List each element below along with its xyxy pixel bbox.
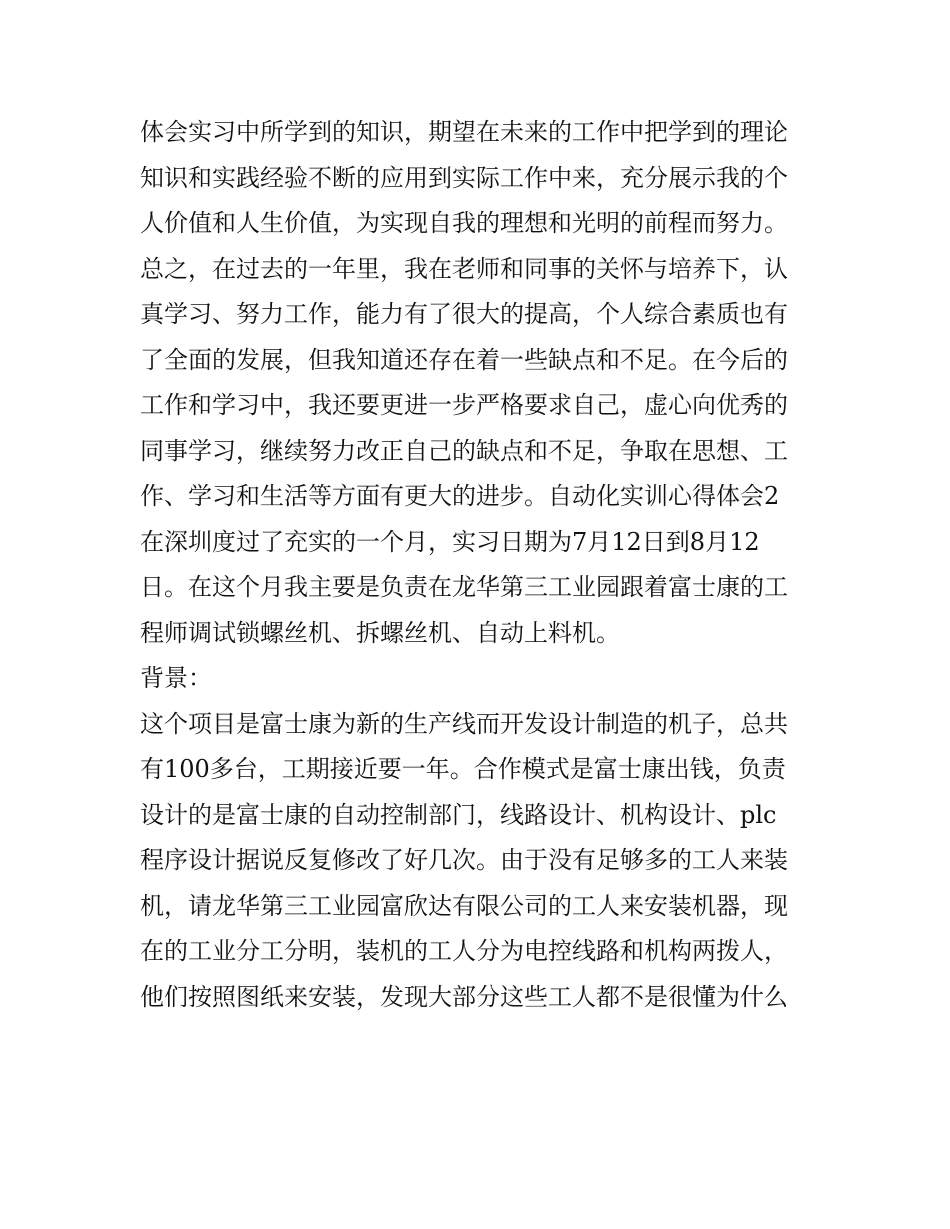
text-line: 日。在这个月我主要是负责在龙华第三工业园跟着富士康的工 xyxy=(140,573,788,601)
text-line: 程师调试锁螺丝机、拆螺丝机、自动上料机。 xyxy=(140,618,620,647)
text-line: 真学习、努力工作，能力有了很大的提高，个人综合素质也有 xyxy=(140,300,788,328)
body-text xyxy=(140,110,820,1020)
text-line: 同事学习，继续努力改正自己的缺点和不足，争取在思想、工 xyxy=(140,436,788,465)
text-line: 了全面的发展，但我知道还存在着一些缺点和不足。在今后的 xyxy=(140,345,788,374)
text-line: 在的工业分工分明，装机的工人分为电控线路和机构两拨人， xyxy=(140,937,788,965)
text-line: 程序设计据说反复修改了好几次。由于没有足够多的工人来装 xyxy=(140,846,788,874)
text-line: 这个项目是富士康为新的生产线而开发设计制造的机子，总共 xyxy=(140,709,788,738)
text-line: 知识和实践经验不断的应用到实际工作中来，充分展示我的个 xyxy=(140,163,788,192)
text-line: 总之，在过去的一年里，我在老师和同事的关怀与培养下，认 xyxy=(140,254,788,283)
text-line: 人价值和人生价值，为实现自我的理想和光明的前程而努力。 xyxy=(140,209,788,237)
text-line: 有100多台，工期接近要一年。合作模式是富士康出钱，负责 xyxy=(140,755,786,783)
section-heading: 背景： xyxy=(140,664,212,692)
text-line: 机，请龙华第三工业园富欣达有限公司的工人来安装机器，现 xyxy=(140,891,788,920)
text-line: 工作和学习中，我还要更进一步严格要求自己，虚心向优秀的 xyxy=(140,391,788,419)
text-line: 设计的是富士康的自动控制部门，线路设计、机构设计、plc xyxy=(140,800,777,829)
text-line: 体会实习中所学到的知识，期望在未来的工作中把学到的理论 xyxy=(140,118,788,146)
text-line: 在深圳度过了充实的一个月，实习日期为7月12日到8月12 xyxy=(140,527,760,556)
text-line: 他们按照图纸来安装，发现大部分这些工人都不是很懂为什么 xyxy=(140,982,788,1011)
text-line: 作、学习和生活等方面有更大的进步。自动化实训心得体会2 xyxy=(140,482,780,510)
